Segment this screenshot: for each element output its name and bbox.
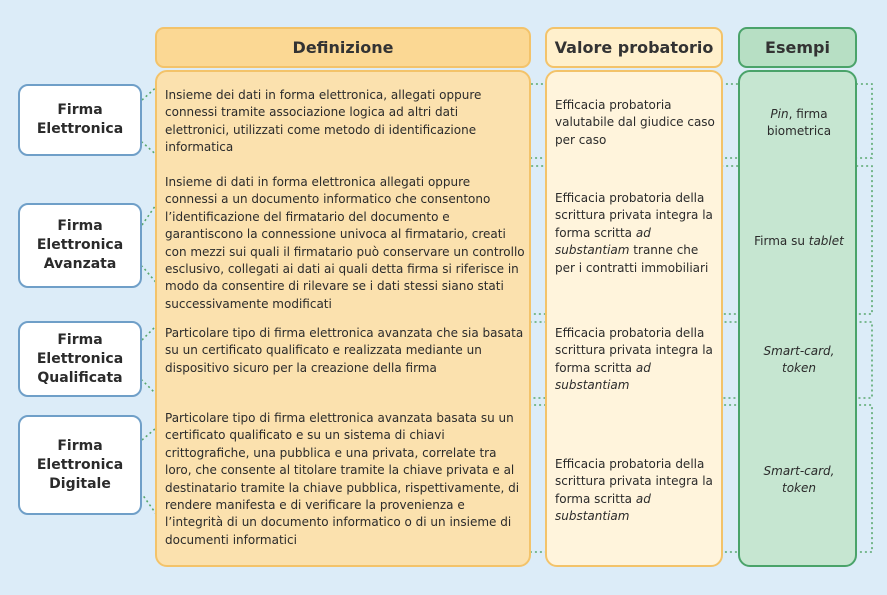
label-line: Elettronica — [36, 121, 124, 137]
label-line: Digitale — [49, 475, 111, 492]
label-line: Firma — [57, 218, 103, 234]
row-label-firma-elettronica-digitale — [18, 415, 142, 515]
label-line: Elettronica — [36, 237, 124, 253]
label-line: Elettronica — [36, 456, 124, 473]
example-text-firma-elettronica-qualificata — [748, 343, 850, 378]
example-part-italic: Pin — [770, 107, 789, 121]
header-valore-probatorio: Valore probatorio — [545, 27, 723, 68]
value-text-firma-elettronica-digitale — [555, 456, 719, 526]
definition-text-firma-elettronica-digitale: Particolare tipo di firma elettronica avanzata basata su un certificato qualificato e su un sistema di chiavi crittografiche, una pubblica e una privata, correlate tra loro, che consente al titolare tramite la chiave privata e al destinatario tramite la chiave pubblica, rispettivamente, di rendere manifesta e di verificare la provenienza e l’integrità di un documento informatico o di un insieme di documenti informatici — [165, 411, 520, 547]
definition-text-firma-elettronica-qualificata: Particolare tipo di firma elettronica avanzata che sia basata su un certificato qualificato e realizzata mediante un dispositivo sicuro per la creazione della firma — [165, 326, 524, 375]
value-part: Efficacia probatoria della scrittura privata integra la forma scritta — [555, 191, 713, 240]
example-part-italic: tablet — [808, 234, 844, 248]
value-text-firma-elettronica-avanzata — [555, 190, 719, 277]
value-part: tranne che per i contratti immobiliari — [555, 243, 709, 275]
example-part: Firma su — [754, 234, 809, 248]
row-label-firma-elettronica-qualificata — [18, 321, 142, 397]
label-line: Avanzata — [43, 256, 117, 272]
definition-text-firma-elettronica: Insieme dei dati in forma elettronica, allegati oppure connessi tramite associazione logica ad altri dati elettronici, utilizzati come metodo di identificazione informatica — [165, 88, 482, 155]
value-text-firma-elettronica — [555, 97, 719, 149]
value-part-italic: ad substantiam — [555, 360, 651, 393]
example-text-firma-elettronica-digitale — [748, 463, 850, 498]
header-definizione: Definizione — [155, 27, 531, 68]
example-text-firma-elettronica — [748, 106, 850, 141]
label-line: Firma — [57, 437, 103, 454]
definition-text-firma-elettronica-avanzata: Insieme di dati in forma elettronica allegati oppure connessi a un documento informatico che consentono l’identificazione del firmatario del documento e garantiscono la connessione univoca al firmatario, creati con mezzi sui quali il firmatario può conservare un controllo esclusivo, collegati ai dati ai quali detta firma si riferisce in modo da consentire di rilevare se i dati stessi siano stati successivamente modificati — [165, 175, 525, 311]
example-part-italic: Smart-card, token — [763, 464, 835, 496]
value-part-italic: ad substantiam — [555, 225, 651, 258]
header-esempi: Esempi — [738, 27, 857, 68]
label-line: Qualificata — [37, 369, 123, 386]
row-label-firma-elettronica-avanzata — [18, 203, 142, 288]
example-part: , firma biometrica — [766, 107, 832, 139]
value-part: Efficacia probatoria valutabile dal giudice caso per caso — [555, 98, 715, 147]
value-part: Efficacia probatoria della scrittura privata integra la forma scritta — [555, 457, 713, 506]
value-part-italic: ad substantiam — [555, 491, 651, 524]
example-part-italic: Smart-card, token — [763, 344, 835, 376]
label-line: Firma — [57, 102, 103, 118]
value-part: Efficacia probatoria della scrittura privata integra la forma scritta — [555, 326, 713, 375]
label-line: Firma — [57, 331, 103, 348]
example-text-firma-elettronica-avanzata — [748, 233, 850, 250]
label-line: Elettronica — [36, 350, 124, 367]
row-label-firma-elettronica — [18, 84, 142, 156]
value-text-firma-elettronica-qualificata — [555, 325, 719, 395]
